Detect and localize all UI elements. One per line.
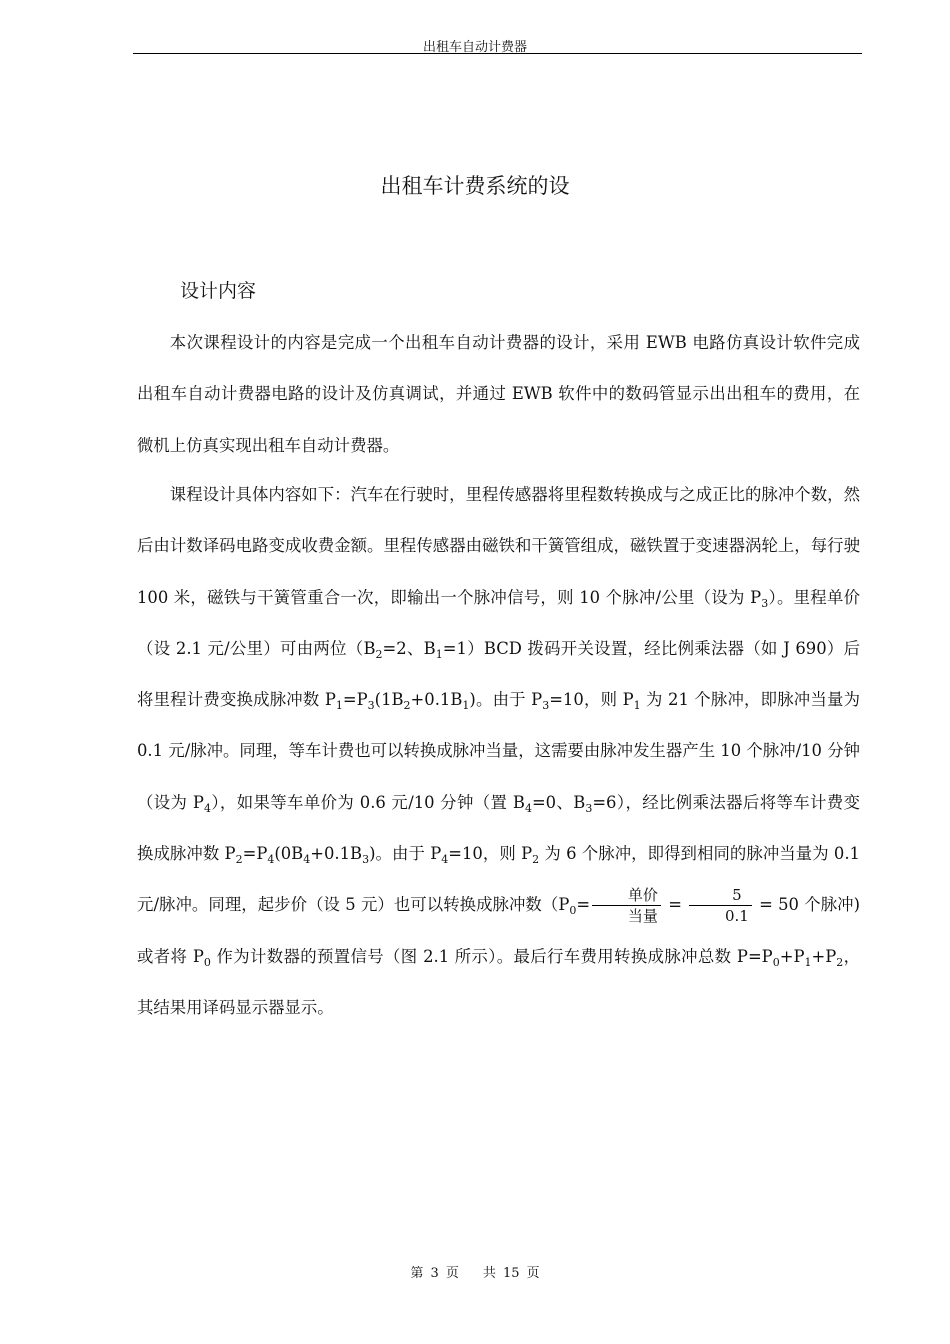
subscript: 2	[235, 853, 243, 867]
subscript: 3	[542, 699, 550, 713]
subscript: 1	[435, 647, 443, 661]
text-run: ）。里程单价（设 2.1 元/公里）可由两位（B	[137, 587, 860, 658]
text-run: =10，则 P	[448, 844, 533, 864]
subscript: 4	[303, 853, 311, 867]
subscript: 4	[267, 853, 275, 867]
text-run: 为 6 个脉冲，即得到相同的脉冲当量为 0.1 元/脉冲。同理，起步价（设 5 元）也可以转换成脉冲数（P	[137, 844, 860, 915]
subscript: 3	[367, 699, 375, 713]
subscript: 3	[362, 853, 370, 867]
running-header: 出租车自动计费器	[422, 40, 527, 55]
fraction-denominator: 0.1	[725, 907, 749, 926]
text-run: 作为计数器的预置信号（图 2.1 所示）。最后行车费用转换成脉冲总数 P=P	[210, 946, 773, 966]
text-run: =P	[342, 690, 368, 710]
subscript: 1	[633, 699, 641, 713]
subscript: 4	[524, 801, 532, 815]
fraction-numerator: 5	[689, 885, 752, 906]
text-run: =2、B	[382, 638, 436, 658]
subscript: 3	[585, 801, 593, 815]
text-run: +P	[779, 946, 805, 966]
subscript: 0	[569, 904, 577, 918]
page-number: 第 3 页	[410, 1266, 459, 1281]
subscript: 1	[335, 699, 343, 713]
text-run: =1）BCD 拨码开关设置，经比例乘法器（如 J 690）后将里程计费变换成脉冲数 P	[137, 638, 860, 710]
text-run: =	[576, 895, 591, 915]
text-run: =0、B	[531, 792, 586, 812]
subscript: 3	[761, 596, 769, 610]
paragraph-intro: 本次课程设计的内容是完成一个出租车自动计费器的设计，采用 EWB 电路仿真设计软件完成出租车自动计费器电路的设计及仿真调试，并通过 EWB 软件中的数码管显示出出租车的费用，在微机上仿真实现出租车自动计费器。	[137, 333, 860, 455]
fraction-unit-price-over-equivalent	[592, 885, 661, 926]
fraction-numerator: 单价	[592, 885, 661, 906]
text-run: =6），经比例乘法器后将等车计费变换成脉冲数 P	[137, 792, 860, 864]
text-run: +0.1B	[310, 844, 363, 864]
page-footer	[0, 1262, 950, 1281]
text-run: (1B	[374, 690, 404, 710]
subscript: 4	[441, 853, 449, 867]
page-total: 共 15 页	[482, 1266, 540, 1281]
document-title: 出租车计费系统的设	[380, 174, 570, 198]
text-run: 课程设计具体内容如下：汽车在行驶时，里程传感器将里程数转换成与之成正比的脉冲个数，然后由计数译码电路变成收费金额。里程传感器由磁铁和干簧管组成，磁铁置于变速器涡轮上，每行驶 100 米，磁铁与干簧管重合一次，即输出一个脉冲信号，则 10 个脉冲/公里（设为 P	[137, 485, 860, 607]
text-run: +P	[811, 946, 837, 966]
subscript: 2	[375, 647, 383, 661]
subscript: 1	[462, 699, 470, 713]
text-run: =10，则 P	[549, 690, 634, 710]
fraction-five-over-point-one	[689, 885, 752, 926]
fraction-denominator: 当量	[627, 907, 658, 926]
text-run: 为 21 个脉冲，即脉冲当量为 0.1 元/脉冲。同理，等车计费也可以转换成脉冲当量，这需要由脉冲发生器产生 10 个脉冲/10 分钟（设为 P	[137, 690, 860, 812]
text-run: = 50 个脉冲)或者将 P	[137, 895, 860, 966]
subscript: 2	[532, 853, 540, 867]
text-run: =	[662, 895, 688, 915]
text-run: (0B	[274, 844, 304, 864]
subscript: 1	[804, 955, 812, 969]
section-heading: 设计内容	[180, 280, 257, 302]
text-run: )。由于 P	[469, 690, 543, 710]
text-run: ），如果等车单价为 0.6 元/10 分钟（置 B	[210, 792, 525, 812]
text-run: +0.1B	[410, 690, 463, 710]
paragraph-details	[137, 469, 860, 1033]
subscript: 0	[203, 955, 211, 969]
subscript: 2	[403, 699, 411, 713]
text-run: =P	[242, 844, 268, 864]
subscript: 2	[836, 955, 844, 969]
subscript: 0	[772, 955, 780, 969]
text-run: ，其结果用译码显示器显示。	[137, 946, 861, 1017]
subscript: 4	[203, 801, 211, 815]
header-rule	[133, 53, 862, 54]
text-run: )。由于 P	[369, 844, 442, 864]
